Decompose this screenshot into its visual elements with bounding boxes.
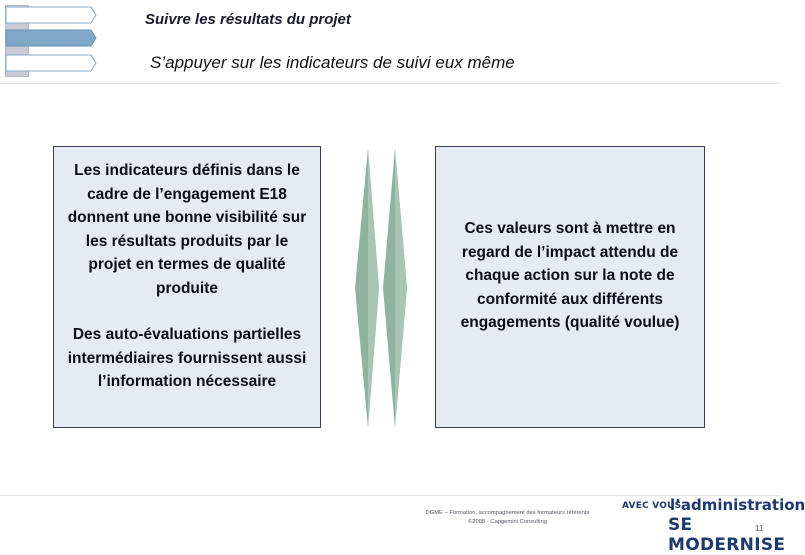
page-subtitle: S’appuyer sur les indicateurs de suivi eux même (150, 53, 515, 72)
brand-logo (616, 496, 805, 555)
nav-tab-2-active[interactable] (5, 29, 97, 47)
left-text-box (53, 146, 321, 428)
brand-tagline-strong: SE MODERNISE (668, 515, 786, 555)
right-paragraph-1: Ces valeurs sont à mettre en regard de l’impact attendu de chaque action sur la note de conformité aux différents engagements (qualité voulue) (460, 220, 680, 331)
page-number: 11 (755, 524, 764, 533)
footer-divider (0, 495, 780, 496)
left-paragraph-2: Des auto-évaluations partielles intermédiaires fournissent aussi l’information nécessaire (67, 326, 307, 390)
page-title: Suivre les résultats du projet (145, 11, 351, 28)
section-nav (5, 6, 97, 76)
footer-credits (400, 509, 615, 527)
left-paragraph-1: Les indicateurs définis dans le cadre de l’engagement E18 donnent une bonne visibilité sur les résultats produits par le projet en termes de qualité produite (67, 162, 307, 297)
brand-tagline-large: l’administration (670, 496, 805, 514)
footer-line-1: DGME – Formation, accompagnement des formateurs référents (425, 510, 590, 516)
nav-tab-3[interactable] (5, 54, 97, 72)
right-text-box (435, 146, 705, 428)
double-chevron-diamond-icon (353, 148, 409, 428)
brand-tagline-small: AVEC VOUS (622, 501, 682, 511)
header-divider (0, 83, 780, 84)
footer-line-2: ©2008 - Capgemini Consulting (467, 519, 548, 525)
nav-tab-1[interactable] (5, 6, 97, 24)
